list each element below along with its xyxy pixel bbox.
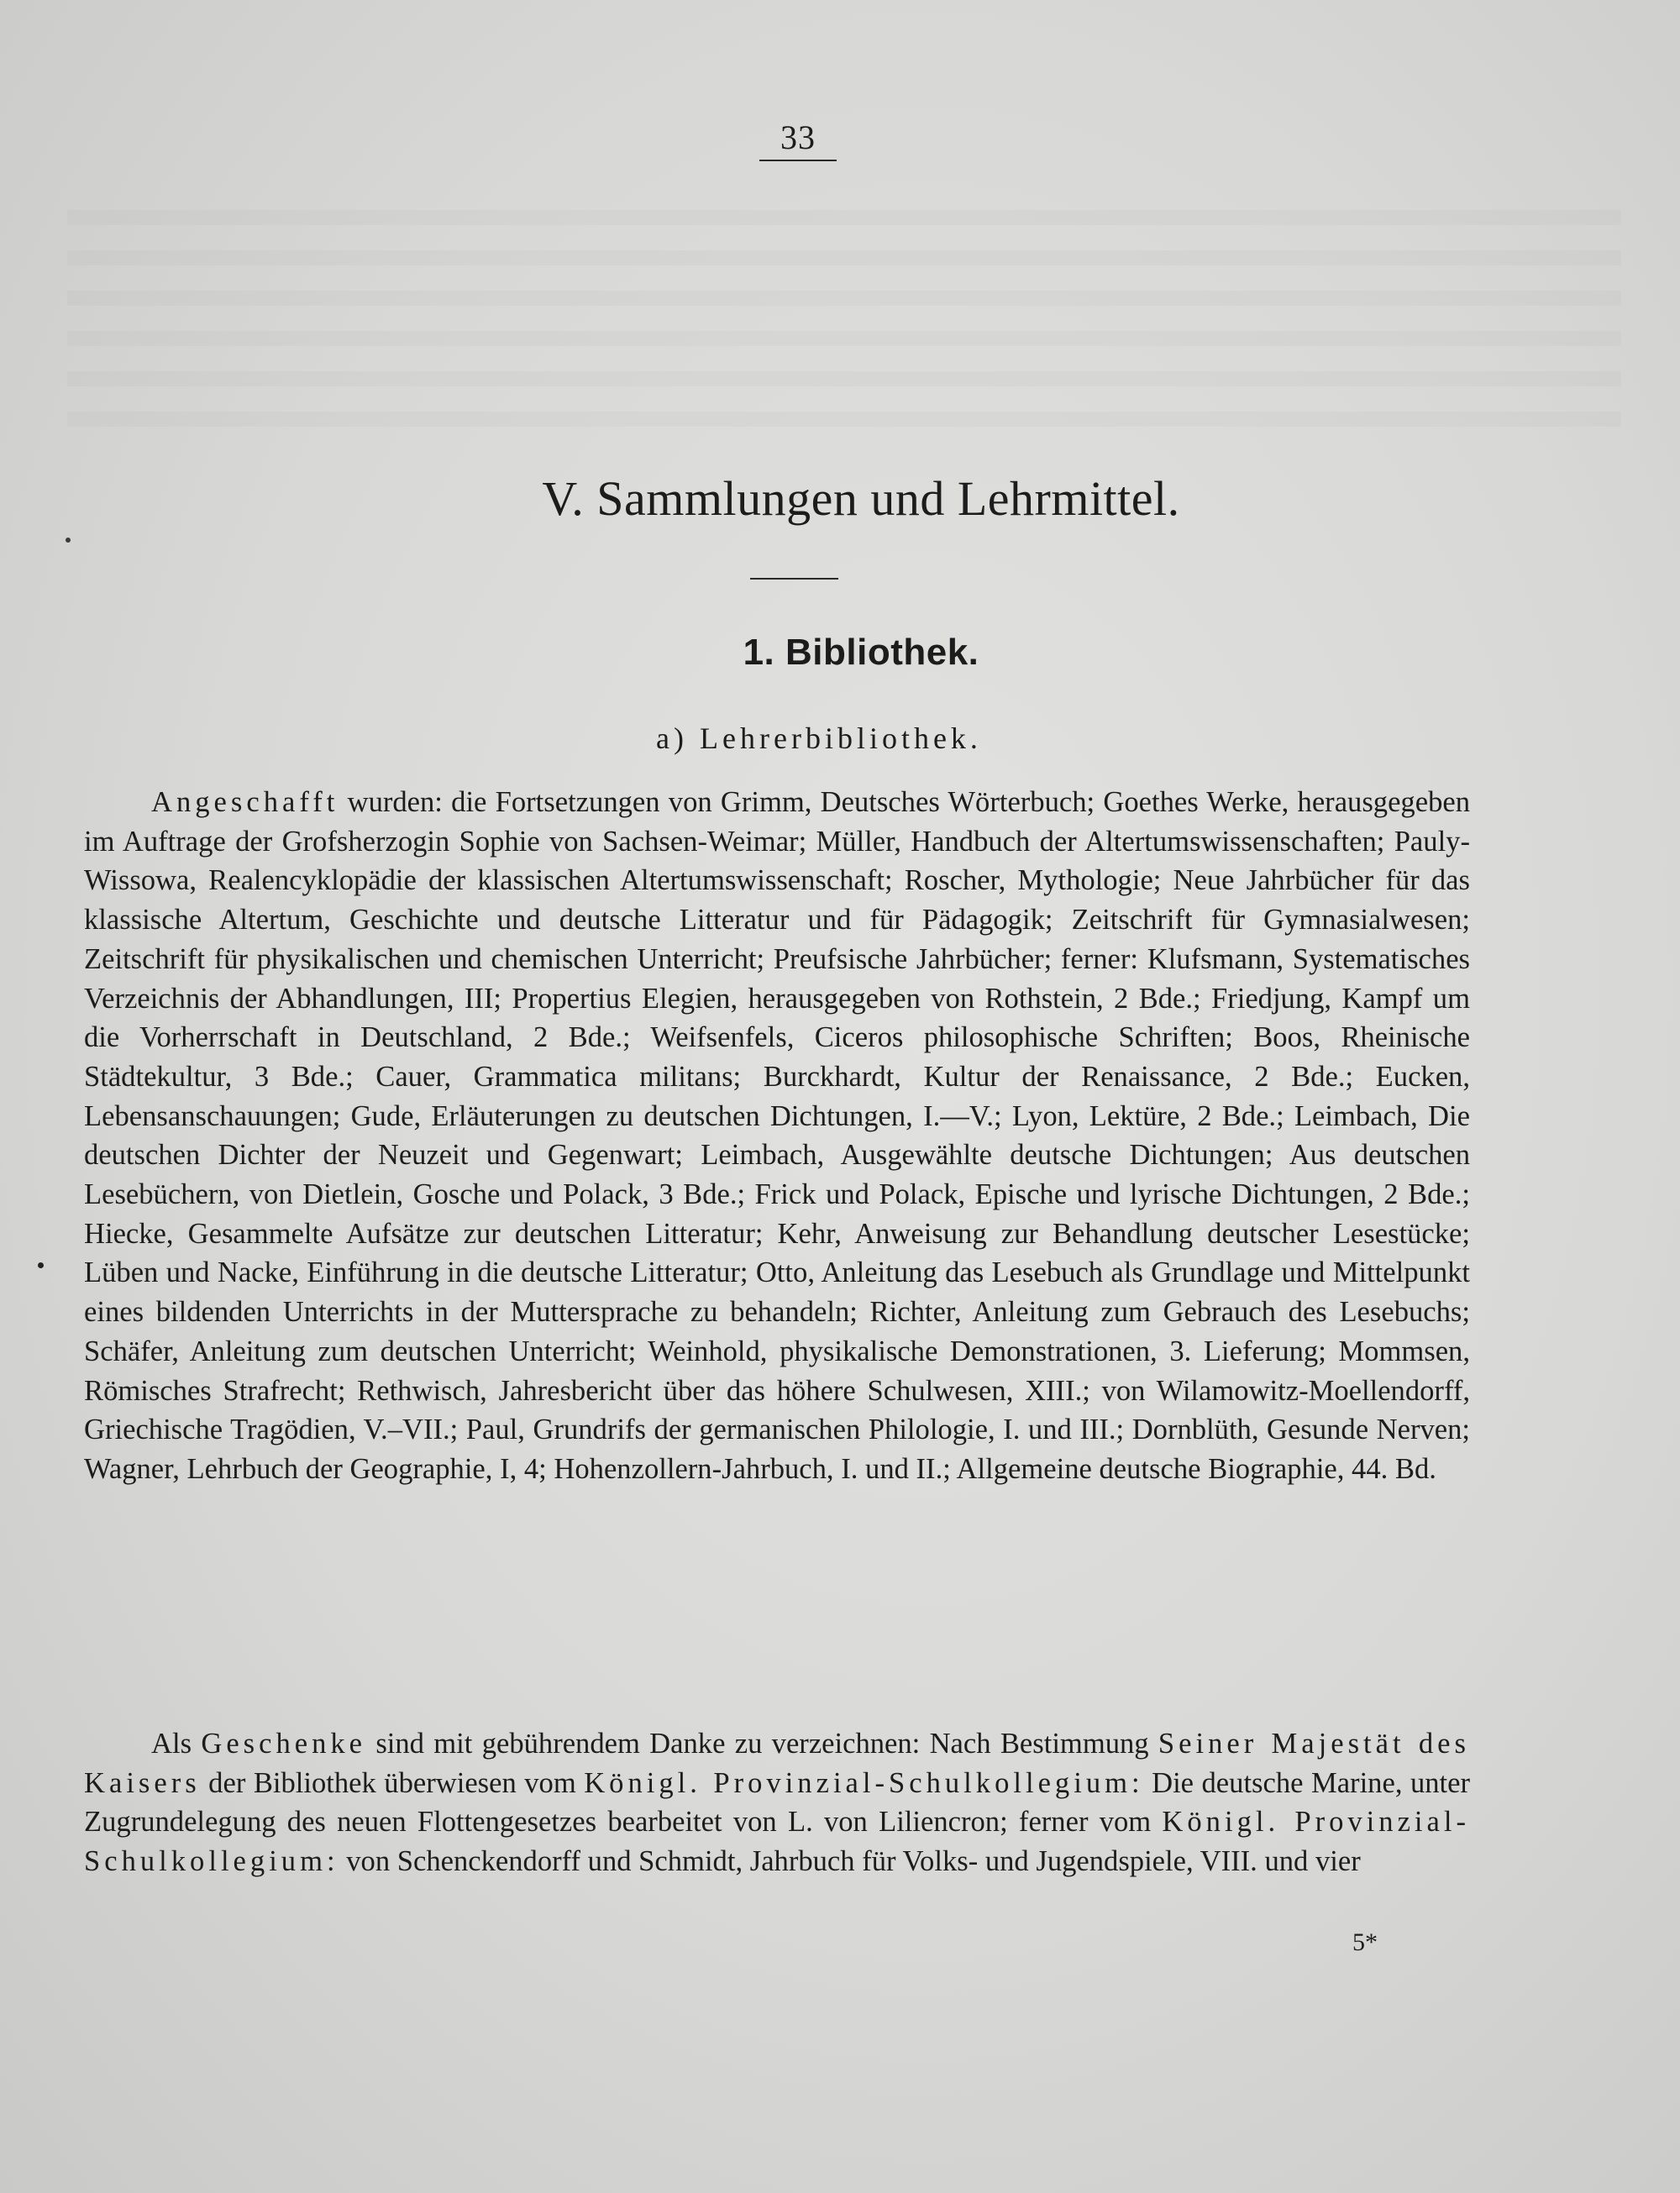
gifts-spaced-2: Seiner Majestät des Kaisers xyxy=(84,1728,1470,1799)
gifts-text-5: von Schenckendorff und Schmidt, Jahrbuch für Volks- und Jugendspiele, VIII. und vier xyxy=(339,1845,1361,1878)
gifts-text-1: Als xyxy=(151,1728,202,1760)
page-number: 33 xyxy=(780,118,816,156)
section-title: V. Sammlungen und Lehrmittel. xyxy=(542,471,1180,526)
signature-mark: 5* xyxy=(1352,1928,1378,1956)
subsection-title: 1. Bibliothek. xyxy=(743,632,979,673)
gifts-spaced-4: Königl. Provinzial-Schulkollegium: xyxy=(84,1806,1470,1878)
gifts-spaced-1: Geschenke xyxy=(201,1728,367,1760)
paragraph-gifts xyxy=(84,1724,1470,1881)
ink-speck xyxy=(66,538,71,543)
paragraph-text: wurden: die Fortsetzungen von Grimm, Deutsches Wörterbuch; Goethes Werke, herausgegeben im Auftrage der Grofsherzogin Sophie von Sachsen-Weimar; Müller, Handbuch der Altertumswissenschaften; Pauly-Wissowa, Realencyklopädie der klassischen Altertumswissenschaft; Roscher, Mythologie; Neue Jahrbücher für das klassische Altertum, Geschichte und deutsche Litteratur und für Pädagogik; Zeitschrift für Gymnasialwesen; Zeitschrift für physikalischen und chemischen Unterricht; Preufsische Jahrbücher; ferner: Klufsmann, Systematisches Verzeichnis der Abhandlungen, III; Propertius Elegien, herausgegeben von Rothstein, 2 Bde.; Friedjung, Kampf um die Vorherrschaft in Deutschland, 2 Bde.; Weifsenfels, Ciceros philosophische Schriften; Boos, Rheinische Städtekultur, 3 Bde.; Cauer, Grammatica militans; Burckhardt, Kultur der Renaissance, 2 Bde.; Eucken, Lebensanschauungen; Gude, Erläuterungen zu deutschen Dichtungen, I.—V.; Lyon, Lektüre, 2 Bde.; Leimbach, Die deutschen Dichter der Neuzeit und Gegenwart; Leimbach, Ausgewählte deutsche Dichtungen; Aus deutschen Lesebüchern, von Dietlein, Gosche und Polack, 3 Bde.; Frick und Polack, Epische und lyrische Dichtungen, 2 Bde.; Hiecke, Gesammelte Aufsätze zur deutschen Litteratur; Kehr, Anweisung zur Behandlung deutscher Lesestücke; Lüben und Nacke, Einführung in die deutsche Litteratur; Otto, Anleitung das Lesebuch als Grundlage und Mittelpunkt eines bildenden Unterrichts in der Muttersprache zu behandeln; Richter, Anleitung zum Gebrauch des Lesebuchs; Schäfer, Anleitung zum deutschen Unterricht; Weinhold, physikalische Demonstrationen, 3. Lieferung; Mommsen, Römisches Strafrecht; Rethwisch, Jahresbericht über das höhere Schulwesen, XIII.; von Wilamowitz-Moellendorff, Griechische Tragödien, V.–VII.; Paul, Grundrifs der germanischen Philologie, I. und III.; Dornblüth, Gesunde Nerven; Wagner, Lehrbuch der Geographie, I, 4; Hohenzollern-Jahrbuch, I. und II.; Allgemeine deutsche Biographie, 44. Bd. xyxy=(84,786,1470,1485)
page-number-rule xyxy=(759,160,837,161)
gifts-text-3: der Bibliothek überwiesen vom xyxy=(200,1766,585,1799)
gifts-spaced-3: Königl. Provinzial-Schulkollegium: xyxy=(584,1766,1144,1799)
bleed-through-texture xyxy=(67,210,1621,445)
gifts-text-2: sind mit gebührendem Danke zu verzeichnen: Nach Bestimmung xyxy=(366,1728,1158,1760)
title-rule xyxy=(750,578,838,580)
gifts-text-4: Die deutsche Marine, unter Zugrundelegung des neuen Flottengesetzes bearbeitet von L. von Liliencron; ferner vom xyxy=(84,1766,1470,1839)
paragraph-acquisitions xyxy=(84,783,1470,1489)
ink-speck xyxy=(38,1262,44,1268)
paragraph-lead: Angeschafft xyxy=(151,786,339,818)
subsubsection-title: a) Lehrerbibliothek. xyxy=(656,721,982,755)
